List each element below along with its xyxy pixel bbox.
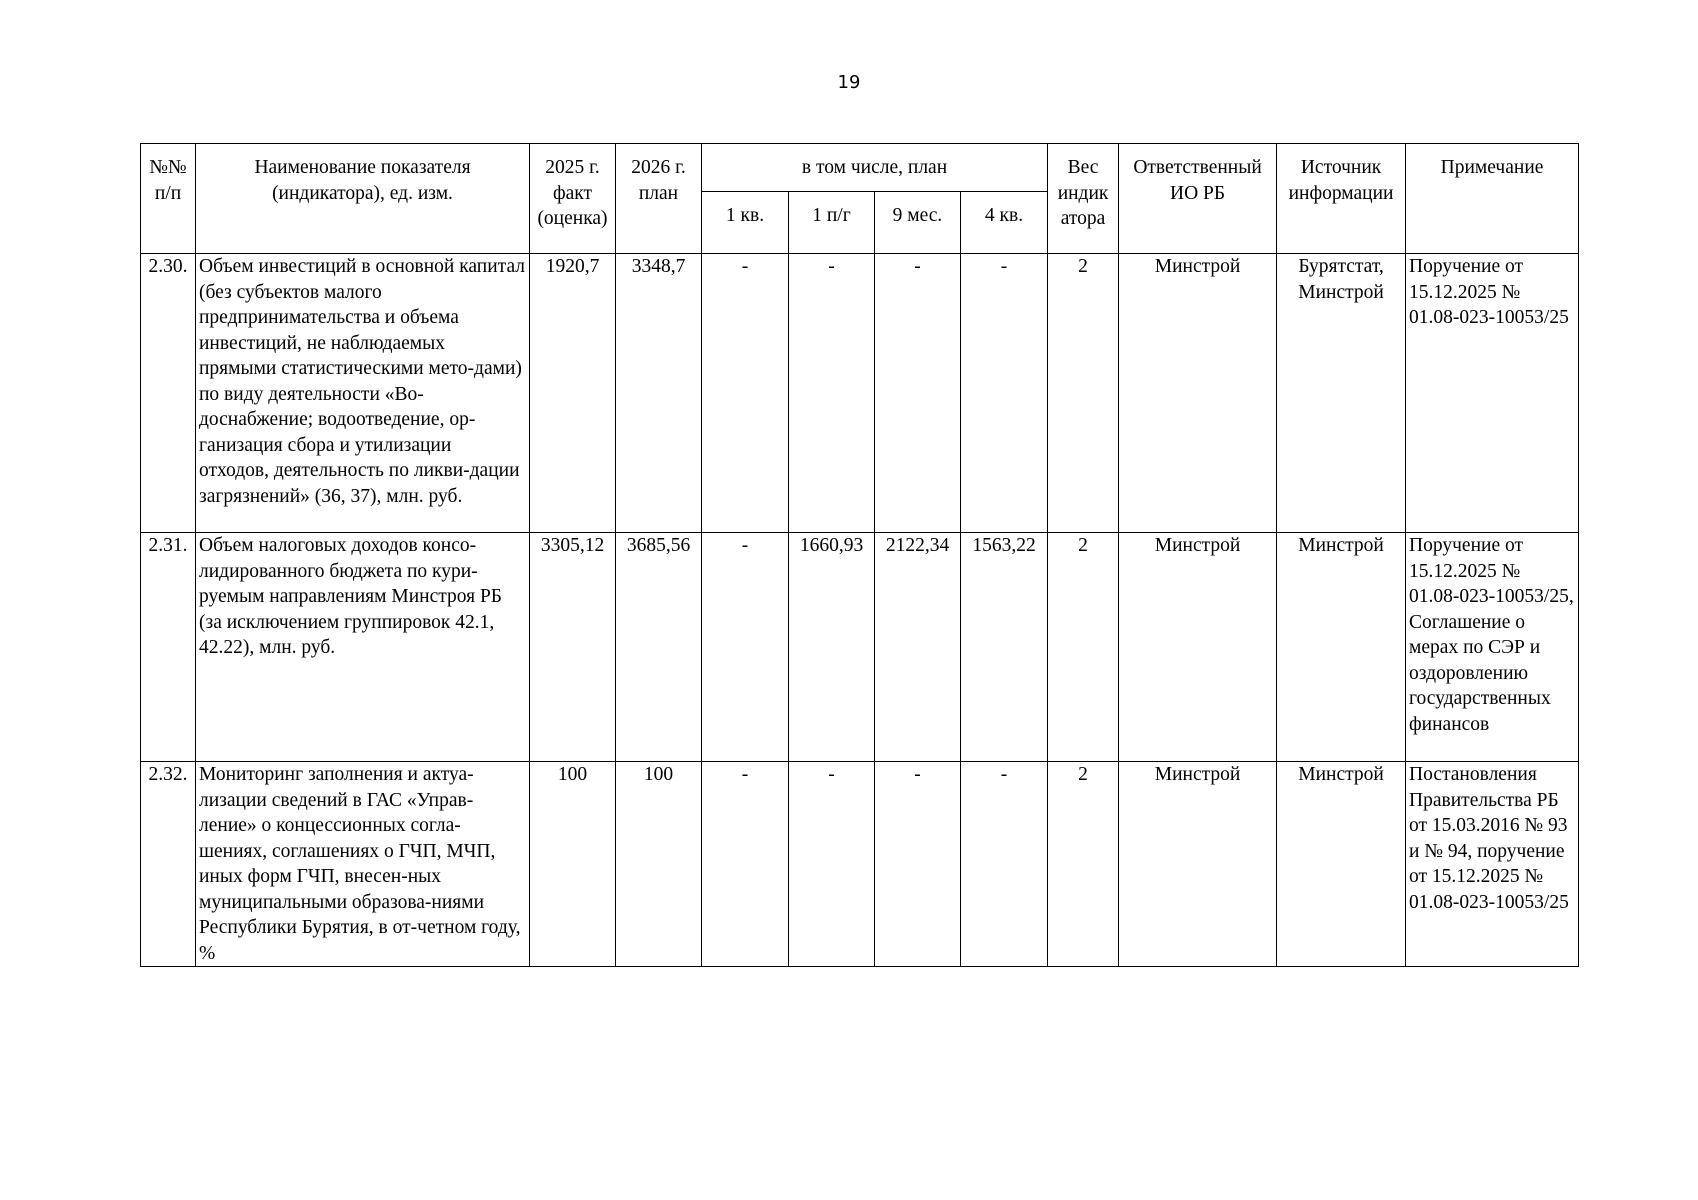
indicators-table (140, 143, 1579, 967)
row-q4: - (961, 254, 1048, 533)
row-name: Объем инвестиций в основной капитал (без субъектов малого предпринимательства и объема инвестиций, не наблюдаемых прямыми статистическими мето-дами) по виду деятельности «Во-доснабжение; водоотведение, ор-ганизация сбора и утилизации отходов, деятельность по ликви-дации загрязнений» (36, 37), млн. руб. (196, 254, 530, 533)
row-q4: - (961, 762, 1048, 967)
header-row (141, 144, 1579, 192)
row-source: Бурятстат, Минстрой (1277, 254, 1406, 533)
row-weight: 2 (1048, 762, 1119, 967)
row-weight: 2 (1048, 254, 1119, 533)
header-note: Примечание (1406, 144, 1579, 254)
row-9m: 2122,34 (875, 533, 961, 762)
row-fact-2025: 100 (530, 762, 616, 967)
row-weight: 2 (1048, 533, 1119, 762)
row-source: Минстрой (1277, 533, 1406, 762)
row-plan-2026: 100 (616, 762, 702, 967)
row-responsible: Минстрой (1119, 533, 1277, 762)
row-q1: - (702, 762, 789, 967)
page-number: 19 (837, 72, 861, 93)
row-note: Постановления Правительства РБ от 15.03.2016 № 93 и № 94, поручение от 15.12.2025 № 01.08-023-10053/25 (1406, 762, 1579, 967)
row-9m: - (875, 762, 961, 967)
row-h1: - (789, 762, 875, 967)
table-row (141, 762, 1579, 967)
row-num: 2.32. (141, 762, 196, 967)
table-row (141, 254, 1579, 533)
header-9m: 9 мес. (875, 192, 961, 254)
row-note: Поручение от 15.12.2025 № 01.08-023-10053/25, Соглашение о мерах по СЭР и оздоровлению государственных финансов (1406, 533, 1579, 762)
header-including-plan: в том числе, план (702, 144, 1048, 192)
row-fact-2025: 1920,7 (530, 254, 616, 533)
row-name: Мониторинг заполнения и актуа-лизации сведений в ГАС «Управ-ление» о концессионных согла-шениях, соглашениях о ГЧП, МЧП, иных форм ГЧП, внесен-ных муниципальными образова-ниями Республики Бурятия, в от-четном году, % (196, 762, 530, 967)
header-weight: Вес индик атора (1048, 144, 1119, 254)
row-note: Поручение от 15.12.2025 № 01.08-023-10053/25 (1406, 254, 1579, 533)
row-num: 2.30. (141, 254, 196, 533)
row-h1: 1660,93 (789, 533, 875, 762)
row-name: Объем налоговых доходов консо-лидированного бюджета по кури-руемым направлениям Минстроя РБ (за исключением группировок 42.1, 42.22), млн. руб. (196, 533, 530, 762)
row-num: 2.31. (141, 533, 196, 762)
row-q4: 1563,22 (961, 533, 1048, 762)
row-source: Минстрой (1277, 762, 1406, 967)
header-q4: 4 кв. (961, 192, 1048, 254)
header-name: Наименование показателя (индикатора), ед. изм. (196, 144, 530, 254)
header-q1: 1 кв. (702, 192, 789, 254)
row-q1: - (702, 533, 789, 762)
row-fact-2025: 3305,12 (530, 533, 616, 762)
header-h1: 1 п/г (789, 192, 875, 254)
row-9m: - (875, 254, 961, 533)
row-plan-2026: 3348,7 (616, 254, 702, 533)
header-responsible: Ответственный ИО РБ (1119, 144, 1277, 254)
row-h1: - (789, 254, 875, 533)
row-q1: - (702, 254, 789, 533)
header-fact-2025: 2025 г. факт (оценка) (530, 144, 616, 254)
header-source: Источник информации (1277, 144, 1406, 254)
header-plan-2026: 2026 г. план (616, 144, 702, 254)
table-row (141, 533, 1579, 762)
row-plan-2026: 3685,56 (616, 533, 702, 762)
row-responsible: Минстрой (1119, 762, 1277, 967)
row-responsible: Минстрой (1119, 254, 1277, 533)
header-num: №№ п/п (141, 144, 196, 254)
